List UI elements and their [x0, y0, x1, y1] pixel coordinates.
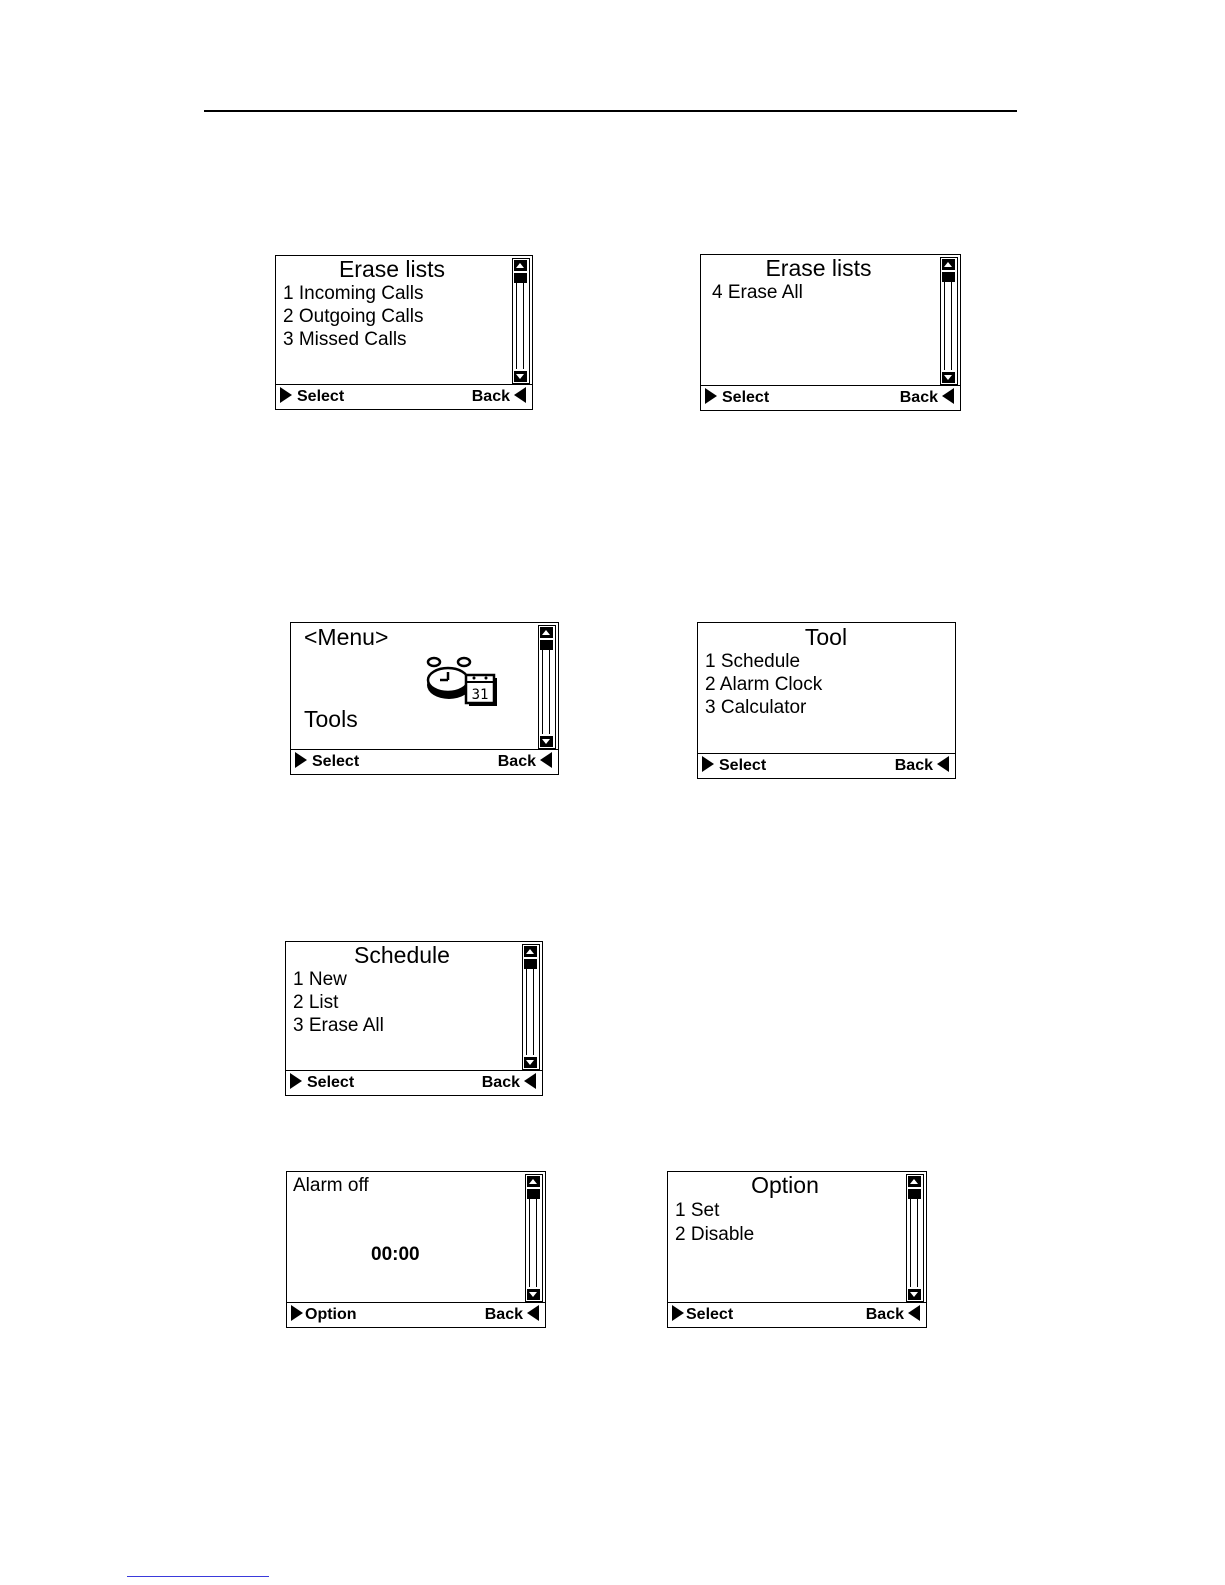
softkey-bar: [668, 1302, 926, 1327]
tool-screen: [697, 622, 956, 779]
scroll-down-arrow-icon[interactable]: [514, 371, 527, 382]
menu-item-alarm-clock[interactable]: 2 Alarm Clock: [705, 674, 823, 695]
softkey-bar: [698, 753, 955, 778]
scrollbar[interactable]: [940, 257, 958, 385]
scroll-up-arrow-icon[interactable]: [527, 1176, 540, 1187]
back-softkey[interactable]: [900, 387, 954, 409]
back-softkey[interactable]: [498, 751, 552, 773]
select-label: Select: [719, 757, 767, 774]
back-label: Back: [471, 388, 510, 405]
scroll-thumb[interactable]: [540, 640, 553, 650]
menu-item-erase-all[interactable]: 3 Erase All: [293, 1015, 384, 1036]
select-label: Select: [686, 1306, 734, 1323]
select-label: Select: [722, 389, 770, 406]
scroll-track: [944, 282, 952, 370]
menu-item-missed-calls[interactable]: 3 Missed Calls: [283, 329, 407, 350]
scroll-track: [529, 1199, 537, 1287]
menu-item-erase-all[interactable]: 4 Erase All: [712, 282, 803, 303]
alarm-screen: [286, 1171, 546, 1328]
alarm-clock-calendar-icon[interactable]: [424, 655, 504, 710]
back-softkey[interactable]: [482, 1072, 536, 1094]
scrollbar[interactable]: [906, 1174, 924, 1302]
scroll-up-arrow-icon[interactable]: [514, 260, 527, 271]
erase-lists-screen-1: [275, 255, 533, 410]
menu-item-incoming-calls[interactable]: 1 Incoming Calls: [283, 283, 424, 304]
calendar-day: 31: [471, 687, 489, 703]
screen-title: Schedule: [354, 942, 450, 968]
back-softkey[interactable]: [485, 1304, 539, 1326]
softkey-bar: [276, 384, 532, 409]
left-triangle-icon: [540, 752, 552, 768]
right-triangle-icon: [280, 387, 292, 403]
scroll-thumb[interactable]: [527, 1189, 540, 1199]
scroll-track: [526, 969, 534, 1055]
menu-item-disable[interactable]: 2 Disable: [675, 1224, 755, 1245]
back-label: Back: [481, 1074, 520, 1091]
back-label: Back: [497, 753, 536, 770]
schedule-screen: [285, 941, 543, 1096]
scroll-up-arrow-icon[interactable]: [908, 1176, 921, 1187]
scroll-down-arrow-icon[interactable]: [908, 1289, 921, 1300]
left-triangle-icon: [942, 388, 954, 404]
left-triangle-icon: [524, 1073, 536, 1089]
option-label: Option: [305, 1306, 357, 1323]
scroll-track: [910, 1199, 918, 1287]
back-label: Back: [894, 757, 933, 774]
back-softkey[interactable]: [472, 386, 526, 408]
scroll-thumb[interactable]: [514, 273, 527, 283]
screen-title: Tool: [804, 624, 848, 650]
scroll-thumb[interactable]: [908, 1189, 921, 1199]
scrollbar[interactable]: [525, 1174, 543, 1302]
select-softkey[interactable]: [672, 1304, 733, 1326]
menu-header: <Menu>: [304, 624, 389, 650]
right-triangle-icon: [702, 756, 714, 772]
back-label: Back: [484, 1306, 523, 1323]
scroll-thumb[interactable]: [942, 272, 955, 282]
scroll-down-arrow-icon[interactable]: [527, 1289, 540, 1300]
screen-title: Erase lists: [765, 255, 872, 281]
alarm-time[interactable]: 00:00: [371, 1244, 420, 1265]
menu-item-list[interactable]: 2 List: [293, 992, 339, 1013]
select-label: Select: [312, 753, 360, 770]
option-softkey[interactable]: [291, 1304, 357, 1326]
menu-item-schedule[interactable]: 1 Schedule: [705, 651, 801, 672]
select-softkey[interactable]: [280, 386, 344, 408]
back-softkey[interactable]: [895, 755, 949, 777]
option-screen: [667, 1171, 927, 1328]
right-triangle-icon: [291, 1305, 303, 1321]
softkey-bar: [287, 1302, 545, 1327]
menu-tools-screen: [290, 622, 559, 775]
scroll-track: [542, 650, 550, 734]
right-triangle-icon: [290, 1073, 302, 1089]
select-softkey[interactable]: [705, 387, 769, 409]
left-triangle-icon: [937, 756, 949, 772]
scroll-down-arrow-icon[interactable]: [524, 1057, 537, 1068]
screen-title: Erase lists: [338, 256, 446, 282]
select-softkey[interactable]: [295, 751, 359, 773]
select-softkey[interactable]: [702, 755, 766, 777]
menu-item-set[interactable]: 1 Set: [675, 1200, 720, 1221]
right-triangle-icon: [295, 752, 307, 768]
softkey-bar: [286, 1070, 542, 1095]
softkey-bar: [701, 385, 960, 410]
left-triangle-icon: [908, 1305, 920, 1321]
erase-lists-screen-2: [700, 254, 961, 411]
menu-item-calculator[interactable]: 3 Calculator: [705, 697, 807, 718]
select-softkey[interactable]: [290, 1072, 354, 1094]
menu-label-tools[interactable]: Tools: [304, 706, 358, 732]
scrollbar[interactable]: [522, 944, 540, 1070]
select-label: Select: [297, 388, 345, 405]
right-triangle-icon: [705, 388, 717, 404]
scroll-down-arrow-icon[interactable]: [540, 736, 553, 747]
softkey-bar: [291, 749, 558, 774]
header-rule: [204, 110, 1017, 112]
left-triangle-icon: [514, 387, 526, 403]
alarm-status: Alarm off: [293, 1175, 369, 1196]
back-label: Back: [899, 389, 938, 406]
scroll-up-arrow-icon[interactable]: [942, 259, 955, 270]
screen-title: Option: [751, 1172, 819, 1198]
menu-item-outgoing-calls[interactable]: 2 Outgoing Calls: [283, 306, 424, 327]
scrollbar[interactable]: [512, 258, 530, 384]
scroll-down-arrow-icon[interactable]: [942, 372, 955, 383]
scroll-up-arrow-icon[interactable]: [524, 946, 537, 957]
scroll-up-arrow-icon[interactable]: [540, 627, 553, 638]
left-triangle-icon: [527, 1305, 539, 1321]
back-label: Back: [865, 1306, 904, 1323]
scrollbar[interactable]: [538, 625, 556, 749]
select-label: Select: [307, 1074, 355, 1091]
scroll-thumb[interactable]: [524, 959, 537, 969]
right-triangle-icon: [672, 1305, 684, 1321]
scroll-track: [516, 283, 524, 369]
back-softkey[interactable]: [866, 1304, 920, 1326]
footer-link-underline: [127, 1576, 269, 1577]
menu-item-new[interactable]: 1 New: [293, 969, 347, 990]
